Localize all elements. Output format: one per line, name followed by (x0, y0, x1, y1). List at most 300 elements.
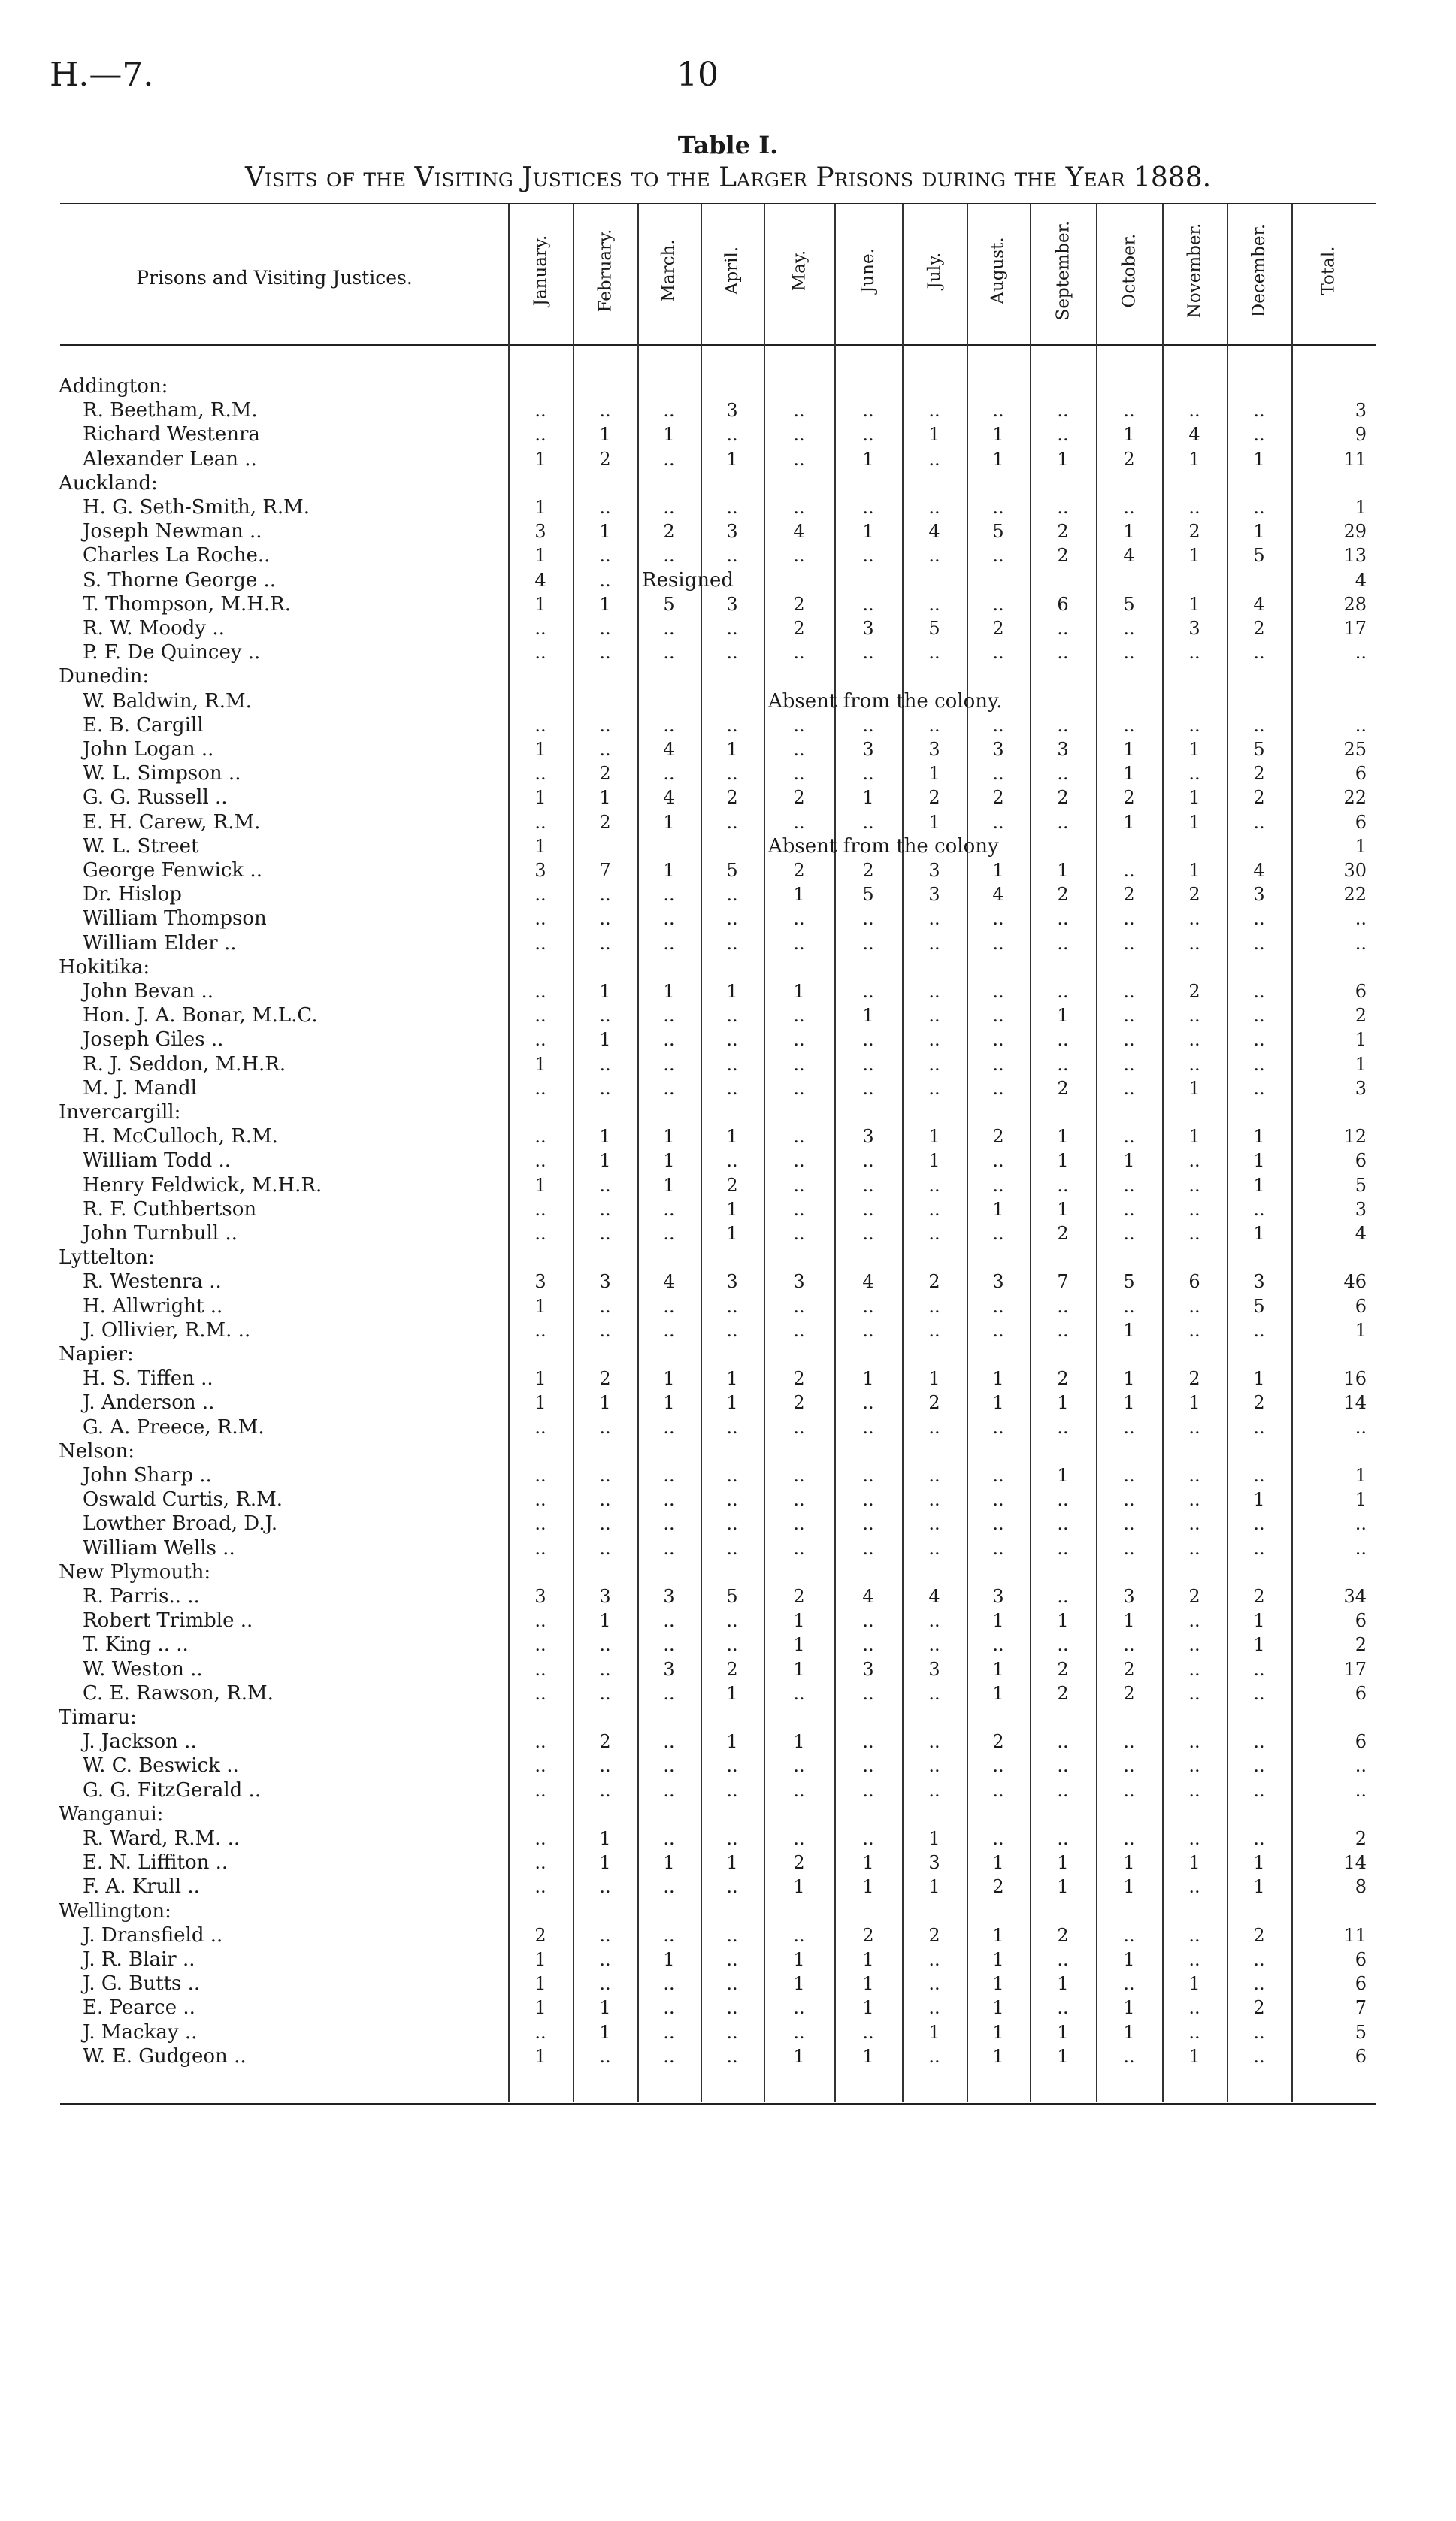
prison-group-row (0, 955, 1456, 979)
month-cell: 3 (992, 1586, 1004, 1607)
month-cell: .. (1253, 1513, 1265, 1535)
month-cell: .. (1057, 1731, 1069, 1753)
justice-name: G. A. Preece, R.M. (83, 1415, 265, 1439)
month-cell: .. (726, 1053, 738, 1075)
justice-row (0, 810, 1456, 834)
total-cell: 1 (1355, 1319, 1367, 1341)
justice-name: J. Dransfield .. (83, 1923, 223, 1947)
month-cell: 1 (862, 1949, 874, 1970)
month-cell: .. (534, 1513, 546, 1535)
month-header-label: August. (988, 237, 1009, 304)
prison-group-row (0, 1802, 1456, 1826)
month-cell: .. (793, 1319, 805, 1341)
prison-name: Wellington: (59, 1899, 171, 1923)
month-cell: 1 (726, 1682, 738, 1704)
month-cell: .. (1057, 642, 1069, 664)
month-cell: .. (793, 1465, 805, 1486)
justice-name: S. Thorne George .. (83, 568, 277, 592)
month-cell: .. (599, 1198, 611, 1220)
justice-name: Henry Feldwick, M.H.R. (83, 1173, 322, 1197)
month-cell: 1 (1123, 1610, 1135, 1632)
month-cell: 2 (1253, 1586, 1265, 1607)
justice-name: John Bevan .. (83, 980, 214, 1003)
month-cell: 1 (1123, 521, 1135, 543)
month-cell: .. (1253, 2021, 1265, 2043)
month-header-label: July. (924, 252, 944, 289)
month-cell: 2 (1057, 1223, 1069, 1244)
month-cell: .. (534, 1682, 546, 1704)
month-header-label: September. (1053, 220, 1073, 321)
month-cell: .. (928, 1682, 940, 1704)
month-header-label: May. (789, 250, 809, 292)
month-cell: .. (663, 1755, 675, 1777)
month-cell: 3 (1057, 739, 1069, 760)
month-header (637, 207, 701, 334)
month-cell: .. (1123, 497, 1135, 518)
month-cell: 6 (1188, 1271, 1200, 1293)
month-cell: .. (1123, 1489, 1135, 1511)
month-cell: 1 (1123, 424, 1135, 446)
justice-name: Joseph Giles .. (83, 1028, 224, 1052)
month-cell: .. (726, 1005, 738, 1027)
month-cell: 1 (534, 835, 546, 857)
month-cell: .. (793, 1755, 805, 1777)
month-cell: 5 (726, 1586, 738, 1607)
table-bottom-rule (60, 2103, 1376, 2105)
month-cell: 1 (534, 1295, 546, 1317)
month-cell: .. (992, 1150, 1004, 1172)
month-cell: .. (1057, 932, 1069, 954)
month-cell: .. (1188, 1610, 1200, 1632)
month-cell: .. (663, 1198, 675, 1220)
month-cell: 1 (599, 787, 611, 809)
month-cell: 1 (862, 1973, 874, 1995)
justice-row (0, 568, 1456, 592)
justice-name: E. N. Liffiton .. (83, 1851, 229, 1875)
month-cell: .. (1253, 1755, 1265, 1777)
month-cell: .. (599, 1973, 611, 1995)
justice-name: John Logan .. (83, 738, 214, 761)
month-cell: 2 (1188, 981, 1200, 1002)
month-cell: 3 (1188, 618, 1200, 639)
month-cell: .. (599, 1658, 611, 1680)
month-cell: 2 (928, 1924, 940, 1946)
month-cell: .. (793, 714, 805, 736)
month-cell: 2 (793, 593, 805, 615)
month-cell: 3 (862, 739, 874, 760)
month-cell: 1 (862, 1005, 874, 1027)
month-cell: .. (862, 1319, 874, 1341)
month-cell: 2 (1188, 1586, 1200, 1607)
month-cell: .. (534, 1126, 546, 1148)
month-cell: 2 (1057, 1077, 1069, 1099)
month-header (902, 207, 967, 334)
justice-name: H. G. Seth-Smith, R.M. (83, 496, 310, 519)
total-cell: 1 (1355, 1489, 1367, 1511)
month-cell: .. (599, 400, 611, 422)
month-cell: .. (534, 1876, 546, 1898)
month-cell: .. (928, 1755, 940, 1777)
month-cell: .. (1123, 1174, 1135, 1196)
month-cell: .. (793, 497, 805, 518)
prison-group-row (0, 1100, 1456, 1124)
month-cell: 2 (992, 618, 1004, 639)
month-cell: 3 (862, 618, 874, 639)
total-cell: 2 (1355, 1828, 1367, 1849)
month-cell: 2 (726, 1658, 738, 1680)
month-cell: .. (862, 1392, 874, 1414)
justice-row (0, 1996, 1456, 2020)
month-cell: .. (1188, 1174, 1200, 1196)
justice-name: F. A. Krull .. (83, 1875, 200, 1899)
month-cell: 1 (534, 1053, 546, 1075)
month-cell: .. (1188, 1319, 1200, 1341)
month-cell: .. (726, 1828, 738, 1849)
month-cell: .. (1057, 1997, 1069, 2019)
month-cell: .. (928, 497, 940, 518)
month-cell: .. (992, 1537, 1004, 1559)
month-cell: .. (992, 400, 1004, 422)
month-cell: 1 (992, 1973, 1004, 1995)
month-cell: 1 (992, 448, 1004, 470)
total-cell: 17 (1343, 618, 1367, 639)
justice-name: Robert Trimble .. (83, 1609, 253, 1633)
month-cell: .. (928, 1997, 940, 2019)
month-cell: .. (992, 1755, 1004, 1777)
month-cell: 1 (1057, 1852, 1069, 1874)
month-cell: 1 (726, 448, 738, 470)
month-cell: .. (1253, 1658, 1265, 1680)
month-cell: .. (992, 1319, 1004, 1341)
justice-row (0, 1923, 1456, 1947)
month-cell: 1 (726, 1198, 738, 1220)
month-cell: .. (663, 642, 675, 664)
month-cell: .. (992, 1513, 1004, 1535)
month-cell: .. (534, 811, 546, 833)
month-cell: .. (928, 1174, 940, 1196)
month-cell: .. (793, 932, 805, 954)
month-cell: 1 (992, 1852, 1004, 1874)
justice-row (0, 761, 1456, 785)
month-cell: .. (534, 1852, 546, 1874)
justice-name: R. W. Moody .. (83, 617, 225, 640)
month-cell: .. (599, 1537, 611, 1559)
month-cell: .. (1253, 1949, 1265, 1970)
month-cell: 2 (928, 1392, 940, 1414)
justice-name: Alexander Lean .. (83, 447, 257, 471)
justice-row (0, 1584, 1456, 1609)
month-cell: 7 (1057, 1271, 1069, 1293)
total-cell: 5 (1355, 2021, 1367, 2043)
justice-row (0, 1487, 1456, 1512)
month-cell: .. (1057, 714, 1069, 736)
month-cell: 2 (1123, 1658, 1135, 1680)
justice-name: J. G. Butts .. (83, 1972, 201, 1996)
month-cell: 5 (663, 593, 675, 615)
month-cell: .. (1057, 1174, 1069, 1196)
month-cell: 5 (1253, 1295, 1265, 1317)
month-cell: .. (1057, 497, 1069, 518)
month-cell: .. (726, 811, 738, 833)
month-cell: .. (534, 1150, 546, 1172)
month-cell: 1 (1253, 1610, 1265, 1632)
total-cell: 28 (1343, 593, 1367, 615)
month-cell: .. (1188, 1150, 1200, 1172)
month-cell: 1 (1123, 1392, 1135, 1414)
month-cell: .. (726, 1634, 738, 1656)
month-cell: .. (1253, 1973, 1265, 1995)
month-cell: .. (862, 1465, 874, 1486)
total-cell: 25 (1343, 739, 1367, 760)
month-header (764, 207, 834, 334)
month-cell: 1 (928, 1368, 940, 1390)
justice-name: John Sharp .. (83, 1464, 212, 1487)
month-cell: .. (992, 593, 1004, 615)
month-cell: .. (1123, 1779, 1135, 1801)
total-cell: 6 (1355, 2045, 1367, 2067)
month-cell: .. (992, 1416, 1004, 1438)
month-cell: .. (534, 642, 546, 664)
total-cell: 14 (1343, 1852, 1367, 1874)
month-cell: .. (726, 1924, 738, 1946)
justice-row (0, 1173, 1456, 1197)
month-cell: 2 (1188, 521, 1200, 543)
month-cell: .. (1253, 1731, 1265, 1753)
justice-row (0, 422, 1456, 446)
month-cell: .. (1253, 400, 1265, 422)
month-cell: 1 (1057, 860, 1069, 881)
month-cell: 5 (862, 884, 874, 906)
month-cell: .. (862, 424, 874, 446)
month-cell: 1 (599, 521, 611, 543)
month-cell: .. (793, 545, 805, 567)
month-cell: 2 (793, 787, 805, 809)
month-cell: 4 (1188, 424, 1200, 446)
month-cell: .. (1188, 497, 1200, 518)
month-cell: .. (1188, 1634, 1200, 1656)
month-cell: 1 (928, 424, 940, 446)
justice-row (0, 616, 1456, 640)
month-cell: .. (1188, 1223, 1200, 1244)
month-cell: .. (992, 908, 1004, 930)
month-cell: .. (534, 1416, 546, 1438)
month-cell: .. (862, 1416, 874, 1438)
justice-row (0, 737, 1456, 761)
month-cell: .. (726, 2021, 738, 2043)
month-cell: .. (1253, 1029, 1265, 1051)
month-cell: 1 (992, 1610, 1004, 1632)
month-cell: 1 (928, 1828, 940, 1849)
total-cell: 29 (1343, 521, 1367, 543)
month-cell: 1 (1253, 1489, 1265, 1511)
month-cell: 1 (599, 2021, 611, 2043)
month-cell: .. (534, 932, 546, 954)
month-cell: .. (1188, 1949, 1200, 1970)
month-cell: 2 (1253, 618, 1265, 639)
month-cell: 1 (1057, 1198, 1069, 1220)
month-cell: .. (1188, 908, 1200, 930)
month-cell: .. (1253, 2045, 1265, 2067)
month-cell: 3 (726, 593, 738, 615)
month-cell: .. (992, 497, 1004, 518)
month-cell: .. (992, 1077, 1004, 1099)
month-cell: .. (1123, 2045, 1135, 2067)
month-cell: 1 (928, 763, 940, 785)
month-cell: 1 (992, 1368, 1004, 1390)
month-cell: .. (992, 1489, 1004, 1511)
justice-name: J. Jackson .. (83, 1730, 197, 1754)
month-cell: .. (663, 884, 675, 906)
month-cell: 1 (1188, 1077, 1200, 1099)
month-cell: 1 (1123, 739, 1135, 760)
month-cell: 1 (726, 1223, 738, 1244)
justice-row (0, 1778, 1456, 1802)
month-cell: .. (1123, 908, 1135, 930)
month-cell: .. (534, 1634, 546, 1656)
justice-name: J. Ollivier, R.M. .. (83, 1318, 251, 1342)
month-cell: .. (1057, 424, 1069, 446)
month-cell: .. (534, 1658, 546, 1680)
month-cell: 2 (992, 1731, 1004, 1753)
month-cell: .. (1188, 1465, 1200, 1486)
month-cell: 1 (1253, 1368, 1265, 1390)
month-cell: 1 (992, 1392, 1004, 1414)
month-cell: 3 (928, 1658, 940, 1680)
justice-row (0, 1826, 1456, 1851)
month-cell: .. (599, 1634, 611, 1656)
month-cell: 4 (793, 521, 805, 543)
month-header (1227, 207, 1291, 334)
month-cell: .. (1123, 714, 1135, 736)
total-cell: .. (1355, 1755, 1367, 1777)
month-cell: 5 (726, 860, 738, 881)
month-cell: .. (663, 1634, 675, 1656)
month-cell: .. (793, 2021, 805, 2043)
month-cell: .. (1123, 1537, 1135, 1559)
month-cell: .. (726, 497, 738, 518)
month-cell: 2 (599, 1731, 611, 1753)
month-cell: .. (663, 2045, 675, 2067)
total-cell: 6 (1355, 1973, 1367, 1995)
month-cell: .. (663, 448, 675, 470)
month-cell: 3 (928, 739, 940, 760)
month-cell: 1 (793, 1634, 805, 1656)
month-cell: .. (599, 1416, 611, 1438)
month-cell: 2 (599, 763, 611, 785)
month-cell: .. (862, 1077, 874, 1099)
month-cell: 1 (534, 1174, 546, 1196)
month-cell: 4 (928, 521, 940, 543)
month-cell: 3 (534, 521, 546, 543)
justice-row (0, 519, 1456, 543)
month-cell: 1 (1253, 521, 1265, 543)
month-cell: 1 (599, 981, 611, 1002)
month-cell: 1 (599, 1828, 611, 1849)
justice-row (0, 1366, 1456, 1391)
month-cell: .. (1188, 1489, 1200, 1511)
month-cell: .. (663, 1828, 675, 1849)
month-cell: 3 (928, 1852, 940, 1874)
month-cell: 1 (1057, 2021, 1069, 2043)
total-cell: 6 (1355, 1610, 1367, 1632)
justice-name: Hon. J. A. Bonar, M.L.C. (83, 1004, 318, 1027)
month-cell: 1 (1123, 811, 1135, 833)
month-cell: .. (663, 1731, 675, 1753)
month-cell: 1 (726, 1126, 738, 1148)
month-cell: .. (599, 1924, 611, 1946)
month-cell: 2 (928, 787, 940, 809)
month-cell: 1 (726, 1852, 738, 1874)
justice-row (0, 1052, 1456, 1076)
month-cell: .. (663, 714, 675, 736)
month-cell: .. (1253, 1682, 1265, 1704)
month-cell: .. (1057, 1634, 1069, 1656)
month-cell: .. (928, 1005, 940, 1027)
justice-row (0, 713, 1456, 737)
month-cell: 1 (1188, 860, 1200, 881)
justice-name: M. J. Mandl (83, 1076, 197, 1100)
month-cell: .. (928, 448, 940, 470)
month-cell: .. (1057, 1537, 1069, 1559)
month-cell: 2 (928, 1271, 940, 1293)
month-cell: 1 (1188, 1852, 1200, 1874)
prison-group-row (0, 1245, 1456, 1270)
prison-name: Addington: (59, 375, 168, 398)
month-cell: .. (1188, 1537, 1200, 1559)
month-cell: .. (992, 1005, 1004, 1027)
justice-name: G. G. FitzGerald .. (83, 1778, 262, 1802)
month-cell: 1 (1188, 545, 1200, 567)
month-cell: 1 (1253, 1150, 1265, 1172)
month-cell: .. (793, 1005, 805, 1027)
month-header-label: March. (658, 239, 679, 302)
month-cell: 1 (534, 448, 546, 470)
month-cell: .. (1253, 1779, 1265, 1801)
month-cell: .. (534, 1198, 546, 1220)
justice-name: Charles La Roche.. (83, 544, 271, 567)
month-cell: .. (599, 908, 611, 930)
month-cell: 1 (1057, 1005, 1069, 1027)
total-cell: 3 (1355, 1077, 1367, 1099)
month-cell: 1 (1123, 1876, 1135, 1898)
month-cell: 2 (1253, 787, 1265, 809)
month-cell: .. (599, 1779, 611, 1801)
month-cell: 1 (862, 2045, 874, 2067)
month-cell: .. (663, 1319, 675, 1341)
month-cell: .. (992, 642, 1004, 664)
month-cell: 2 (599, 811, 611, 833)
month-cell: 1 (1253, 1876, 1265, 1898)
month-cell: 4 (1253, 593, 1265, 615)
month-cell: .. (663, 1513, 675, 1535)
month-cell: .. (1188, 1924, 1200, 1946)
month-cell: .. (862, 714, 874, 736)
month-cell: .. (862, 545, 874, 567)
month-cell: .. (726, 1537, 738, 1559)
month-cell: .. (862, 1295, 874, 1317)
month-cell: .. (1253, 1005, 1265, 1027)
month-cell: 2 (1057, 521, 1069, 543)
month-cell: 1 (992, 860, 1004, 881)
month-cell: .. (1123, 1053, 1135, 1075)
justice-row (0, 1947, 1456, 1972)
month-cell: 2 (992, 1126, 1004, 1148)
justice-row (0, 1536, 1456, 1560)
month-cell: .. (726, 1150, 738, 1172)
header-top-rule (60, 203, 1376, 204)
month-cell: 5 (1253, 739, 1265, 760)
month-cell: .. (928, 1634, 940, 1656)
